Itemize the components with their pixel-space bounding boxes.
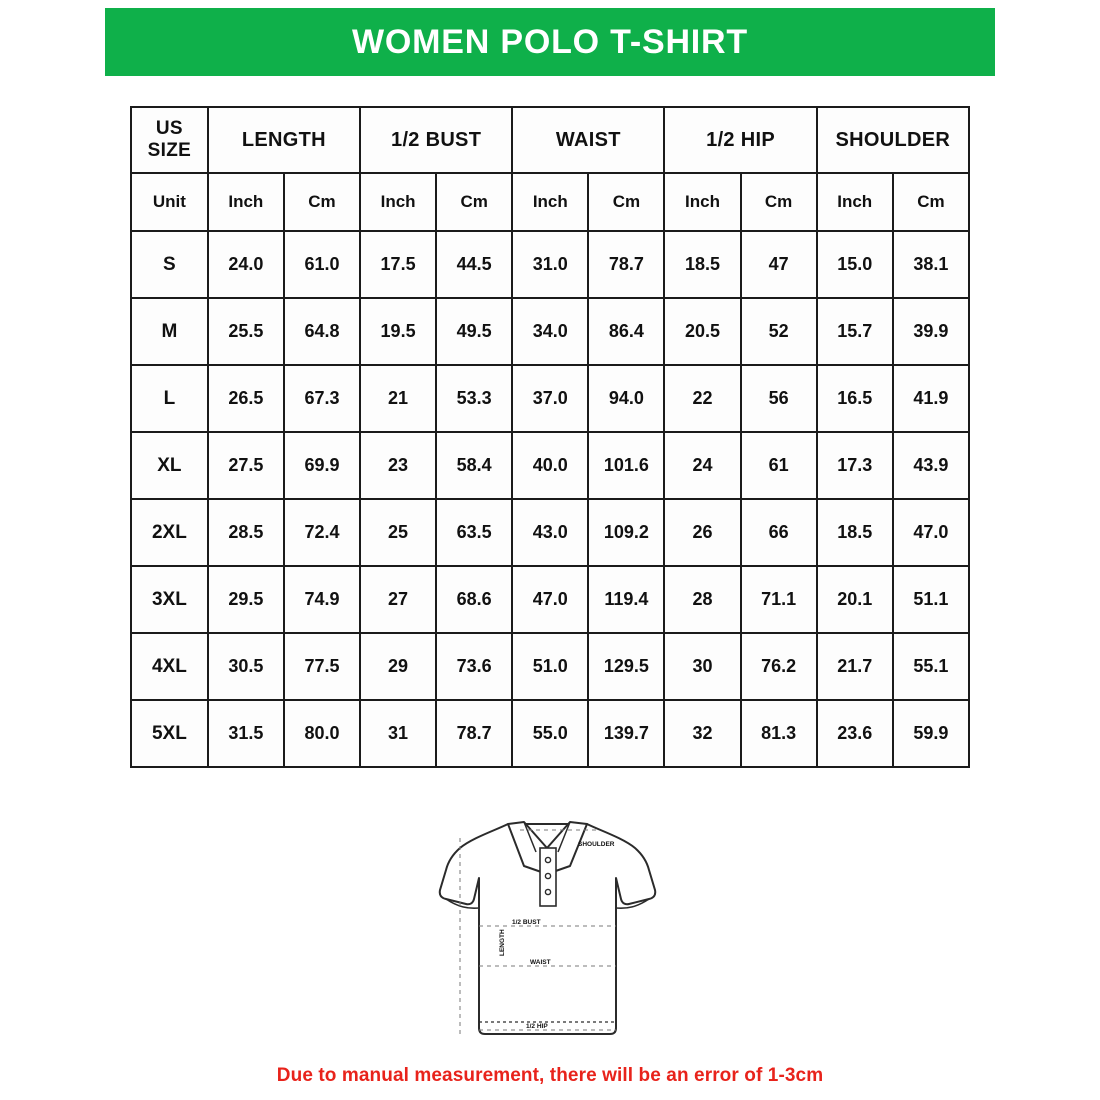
cell-waist-cm: 129.5	[588, 633, 664, 700]
cell-waist-cm: 109.2	[588, 499, 664, 566]
table-row	[131, 700, 969, 767]
cell-length-inch: 26.5	[208, 365, 284, 432]
header-banner	[105, 8, 995, 76]
cell-length-inch: 31.5	[208, 700, 284, 767]
cell-bust-inch: 31	[360, 700, 436, 767]
table-row	[131, 633, 969, 700]
row-size: 3XL	[131, 566, 208, 633]
cell-length-cm: 61.0	[284, 231, 360, 298]
cell-hip-inch: 32	[664, 700, 740, 767]
cell-waist-inch: 51.0	[512, 633, 588, 700]
cell-hip-inch: 28	[664, 566, 740, 633]
table-row	[131, 432, 969, 499]
unit-bust-inch: Inch	[360, 173, 436, 231]
row-size: M	[131, 298, 208, 365]
unit-label: Unit	[131, 173, 208, 231]
unit-waist-cm: Cm	[588, 173, 664, 231]
diagram-label-length: LENGTH	[499, 929, 506, 956]
cell-waist-cm: 119.4	[588, 566, 664, 633]
cell-bust-cm: 78.7	[436, 700, 512, 767]
cell-waist-inch: 55.0	[512, 700, 588, 767]
cell-waist-inch: 47.0	[512, 566, 588, 633]
cell-shoulder-cm: 59.9	[893, 700, 969, 767]
cell-length-inch: 30.5	[208, 633, 284, 700]
cell-length-inch: 25.5	[208, 298, 284, 365]
cell-shoulder-inch: 23.6	[817, 700, 893, 767]
cell-waist-inch: 37.0	[512, 365, 588, 432]
unit-shoulder-cm: Cm	[893, 173, 969, 231]
cell-waist-inch: 43.0	[512, 499, 588, 566]
cell-bust-inch: 19.5	[360, 298, 436, 365]
unit-hip-cm: Cm	[741, 173, 817, 231]
cell-waist-inch: 31.0	[512, 231, 588, 298]
cell-waist-cm: 78.7	[588, 231, 664, 298]
cell-shoulder-inch: 20.1	[817, 566, 893, 633]
table-group-header-row	[131, 107, 969, 173]
cell-waist-cm: 139.7	[588, 700, 664, 767]
cell-bust-cm: 53.3	[436, 365, 512, 432]
unit-length-inch: Inch	[208, 173, 284, 231]
cell-length-cm: 69.9	[284, 432, 360, 499]
cell-bust-inch: 29	[360, 633, 436, 700]
cell-length-cm: 80.0	[284, 700, 360, 767]
unit-bust-cm: Cm	[436, 173, 512, 231]
size-table-container	[130, 106, 970, 768]
row-size: 2XL	[131, 499, 208, 566]
cell-hip-cm: 81.3	[741, 700, 817, 767]
cell-shoulder-inch: 15.7	[817, 298, 893, 365]
cell-hip-inch: 20.5	[664, 298, 740, 365]
cell-length-inch: 29.5	[208, 566, 284, 633]
column-header-us-size: US SIZE	[131, 107, 208, 173]
row-size: XL	[131, 432, 208, 499]
cell-hip-inch: 24	[664, 432, 740, 499]
cell-length-cm: 64.8	[284, 298, 360, 365]
cell-bust-inch: 17.5	[360, 231, 436, 298]
diagram-label-shoulder: SHOULDER	[578, 841, 615, 848]
cell-shoulder-cm: 47.0	[893, 499, 969, 566]
column-header-half-bust: 1/2 BUST	[360, 107, 512, 173]
diagram-label-waist: WAIST	[530, 959, 551, 966]
table-unit-row	[131, 173, 969, 231]
table-row	[131, 566, 969, 633]
cell-waist-cm: 86.4	[588, 298, 664, 365]
column-header-waist: WAIST	[512, 107, 664, 173]
row-size: 5XL	[131, 700, 208, 767]
cell-shoulder-cm: 55.1	[893, 633, 969, 700]
column-header-shoulder: SHOULDER	[817, 107, 969, 173]
cell-hip-inch: 30	[664, 633, 740, 700]
cell-shoulder-cm: 41.9	[893, 365, 969, 432]
cell-shoulder-inch: 16.5	[817, 365, 893, 432]
cell-shoulder-cm: 43.9	[893, 432, 969, 499]
cell-waist-cm: 94.0	[588, 365, 664, 432]
cell-bust-cm: 58.4	[436, 432, 512, 499]
page-title: WOMEN POLO T-SHIRT	[352, 22, 748, 61]
cell-length-inch: 27.5	[208, 432, 284, 499]
cell-bust-cm: 63.5	[436, 499, 512, 566]
cell-hip-inch: 18.5	[664, 231, 740, 298]
cell-hip-cm: 47	[741, 231, 817, 298]
cell-hip-inch: 26	[664, 499, 740, 566]
cell-length-inch: 28.5	[208, 499, 284, 566]
diagram-label-half-hip: 1/2 HIP	[526, 1023, 548, 1030]
cell-hip-cm: 52	[741, 298, 817, 365]
cell-shoulder-cm: 51.1	[893, 566, 969, 633]
unit-waist-inch: Inch	[512, 173, 588, 231]
measurement-note: Due to manual measurement, there will be an error of 1-3cm	[276, 1065, 824, 1086]
cell-waist-inch: 34.0	[512, 298, 588, 365]
cell-hip-cm: 66	[741, 499, 817, 566]
cell-bust-inch: 21	[360, 365, 436, 432]
cell-hip-cm: 61	[741, 432, 817, 499]
table-row	[131, 231, 969, 298]
cell-bust-cm: 68.6	[436, 566, 512, 633]
row-size: L	[131, 365, 208, 432]
cell-waist-cm: 101.6	[588, 432, 664, 499]
cell-length-cm: 72.4	[284, 499, 360, 566]
unit-length-cm: Cm	[284, 173, 360, 231]
cell-length-cm: 74.9	[284, 566, 360, 633]
cell-bust-cm: 49.5	[436, 298, 512, 365]
unit-shoulder-inch: Inch	[817, 173, 893, 231]
cell-bust-inch: 25	[360, 499, 436, 566]
cell-bust-cm: 44.5	[436, 231, 512, 298]
cell-bust-inch: 23	[360, 432, 436, 499]
row-size: S	[131, 231, 208, 298]
cell-length-inch: 24.0	[208, 231, 284, 298]
cell-length-cm: 67.3	[284, 365, 360, 432]
cell-shoulder-inch: 15.0	[817, 231, 893, 298]
cell-shoulder-cm: 39.9	[893, 298, 969, 365]
table-row	[131, 365, 969, 432]
cell-shoulder-inch: 17.3	[817, 432, 893, 499]
cell-length-cm: 77.5	[284, 633, 360, 700]
cell-bust-cm: 73.6	[436, 633, 512, 700]
polo-shirt-diagram	[400, 786, 700, 1051]
cell-hip-cm: 76.2	[741, 633, 817, 700]
cell-hip-cm: 71.1	[741, 566, 817, 633]
cell-shoulder-inch: 18.5	[817, 499, 893, 566]
table-row	[131, 298, 969, 365]
diagram-label-half-bust: 1/2 BUST	[512, 919, 541, 926]
cell-shoulder-inch: 21.7	[817, 633, 893, 700]
cell-waist-inch: 40.0	[512, 432, 588, 499]
column-header-length: LENGTH	[208, 107, 360, 173]
size-table	[130, 106, 970, 768]
unit-hip-inch: Inch	[664, 173, 740, 231]
cell-hip-inch: 22	[664, 365, 740, 432]
row-size: 4XL	[131, 633, 208, 700]
cell-bust-inch: 27	[360, 566, 436, 633]
column-header-half-hip: 1/2 HIP	[664, 107, 816, 173]
cell-shoulder-cm: 38.1	[893, 231, 969, 298]
table-row	[131, 499, 969, 566]
cell-hip-cm: 56	[741, 365, 817, 432]
